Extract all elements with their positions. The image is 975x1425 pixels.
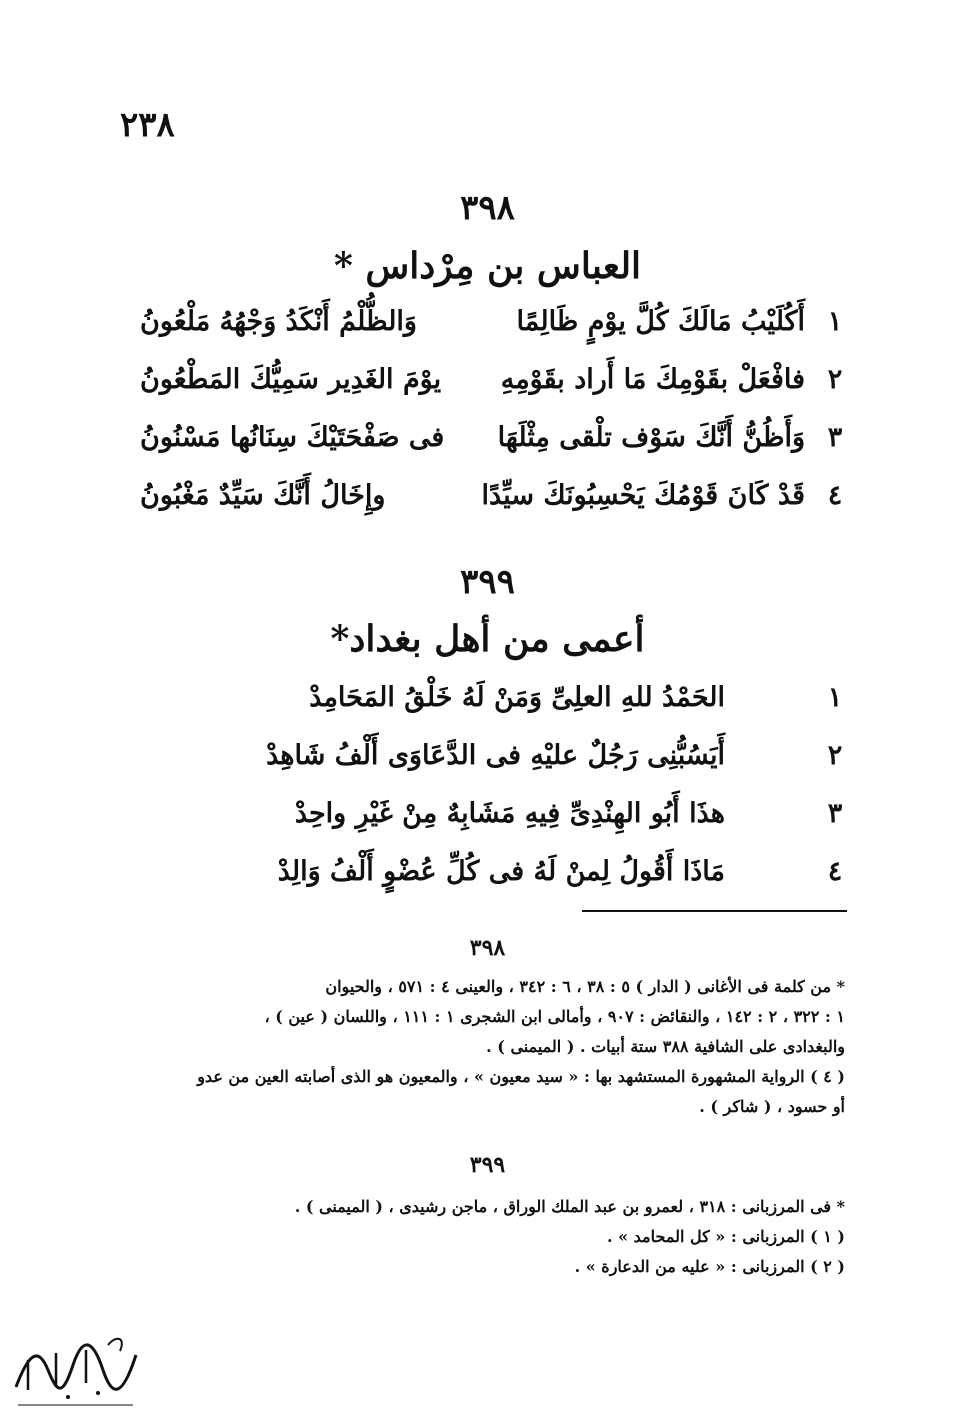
poem-title: العباس بن مِرْداس * xyxy=(333,245,642,287)
verse-number: ١ xyxy=(827,682,843,713)
footnote-line: ١ : ٣٢٢ ، ٢ : ١٤٢ ، والنقائض : ٩٠٧ ، وأمالى ابن الشجرى ١ : ١١١ ، واللسان ( عين ) ، xyxy=(264,1007,845,1026)
verse xyxy=(130,856,850,906)
footnote-block xyxy=(135,1192,845,1282)
verse-hemistich-first: أَكُلَيْبُ مَالَكَ كُلَّ يوْمٍ ظَالِمًا xyxy=(516,306,805,337)
watermark-logo xyxy=(8,1325,143,1417)
footnote-line: * من كلمة فى الأغانى ( الدار ) ٥ : ٣٨ ، ٦ : ٣٤٢ ، والعينى ٤ : ٥٧١ ، والحيوان xyxy=(325,977,845,996)
footnote-line: ( ٢ ) المرزبانى : « عليه من الدعارة » . xyxy=(574,1257,845,1276)
verse-number: ٤ xyxy=(827,480,843,511)
verse-text: هذَا أَبُو الهِنْدِىِّ فِيهِ مَشَابِهٌ مِنْ غَيْرِ واحِدْ xyxy=(294,798,725,829)
verse-text: أَيَسُبُّنِى رَجُلٌ عليْهِ فى الدَّعَاوَى أَلْفُ شَاهِدْ xyxy=(266,740,725,771)
verse-hemistich-first: فافْعَلْ بقَوْمِكَ مَا أَراد بقَوْمِهِ xyxy=(500,364,805,395)
verse-number: ٤ xyxy=(827,856,843,887)
footnote-line: ( ٤ ) الرواية المشهورة المستشهد بها : « سيد معيون » ، والمعيون هو الذى أصابته العين من عدو xyxy=(197,1067,845,1086)
verse-number: ٣ xyxy=(827,422,843,453)
verse xyxy=(130,740,850,790)
verse-text: الحَمْدُ للهِ العلِىِّ وَمَنْ لَهُ خَلْقُ المَحَامِدْ xyxy=(309,682,725,713)
verse-number: ٣ xyxy=(827,798,843,829)
verse xyxy=(130,364,850,414)
footnote-line: والبغدادى على الشافية ٣٨٨ ستة أبيات . ( الميمنى ) . xyxy=(486,1037,845,1056)
verse-text: مَاذَا أَقُولُ لِمنْ لَهُ فى كُلِّ عُضْوٍ أَلْفُ وَالِدْ xyxy=(277,856,725,887)
footnote-section-number: ٣٩٩ xyxy=(469,1152,506,1178)
verse xyxy=(130,480,850,530)
verse-number: ٢ xyxy=(827,740,843,771)
verse-hemistich-second: يوْمَ الغَدِير سَمِيُّكَ المَطْعُونُ xyxy=(140,364,442,395)
footnote-line: أو حسود ، ( شاكر ) . xyxy=(699,1097,845,1116)
page-number: ٢٣٨ xyxy=(120,105,175,145)
verse-hemistich-second: وَالظُّلْمُ أَنْكَدُ وَجْهُهُ مَلْعُونُ xyxy=(140,306,417,337)
poem-number: ٣٩٨ xyxy=(460,188,515,228)
verse-number: ١ xyxy=(827,306,843,337)
footnote-line: * فى المرزبانى : ٣١٨ ، لعمرو بن عبد الملك الوراق ، ماجن رشيدى ، ( الميمنى ) . xyxy=(294,1197,845,1216)
footnote-divider xyxy=(582,910,847,912)
verse xyxy=(130,422,850,472)
poem-title: أعمى من أهل بغداد* xyxy=(330,618,645,660)
verse xyxy=(130,798,850,848)
verse-hemistich-second: وإِخَالُ أَنَّكَ سَيِّدٌ مَغْبُونُ xyxy=(140,480,386,511)
verse xyxy=(130,306,850,356)
footnote-line: ( ١ ) المرزبانى : « كل المحامد » . xyxy=(606,1227,845,1246)
footnote-section-number: ٣٩٨ xyxy=(469,935,506,961)
verse-hemistich-first: وَأَظُنُّ أَنَّكَ سَوْف تلْقى مِثْلَهَا xyxy=(497,422,805,453)
verse xyxy=(130,682,850,732)
verse-number: ٢ xyxy=(827,364,843,395)
poem-number: ٣٩٩ xyxy=(460,562,515,602)
verse-hemistich-first: قَدْ كَانَ قَوْمُكَ يَحْسِبُونَكَ سيِّدًا xyxy=(481,480,805,511)
footnote-block xyxy=(135,972,845,1122)
verse-hemistich-second: فى صَفْحَتَيْكَ سِنَانُها مَسْنُونُ xyxy=(140,422,445,453)
